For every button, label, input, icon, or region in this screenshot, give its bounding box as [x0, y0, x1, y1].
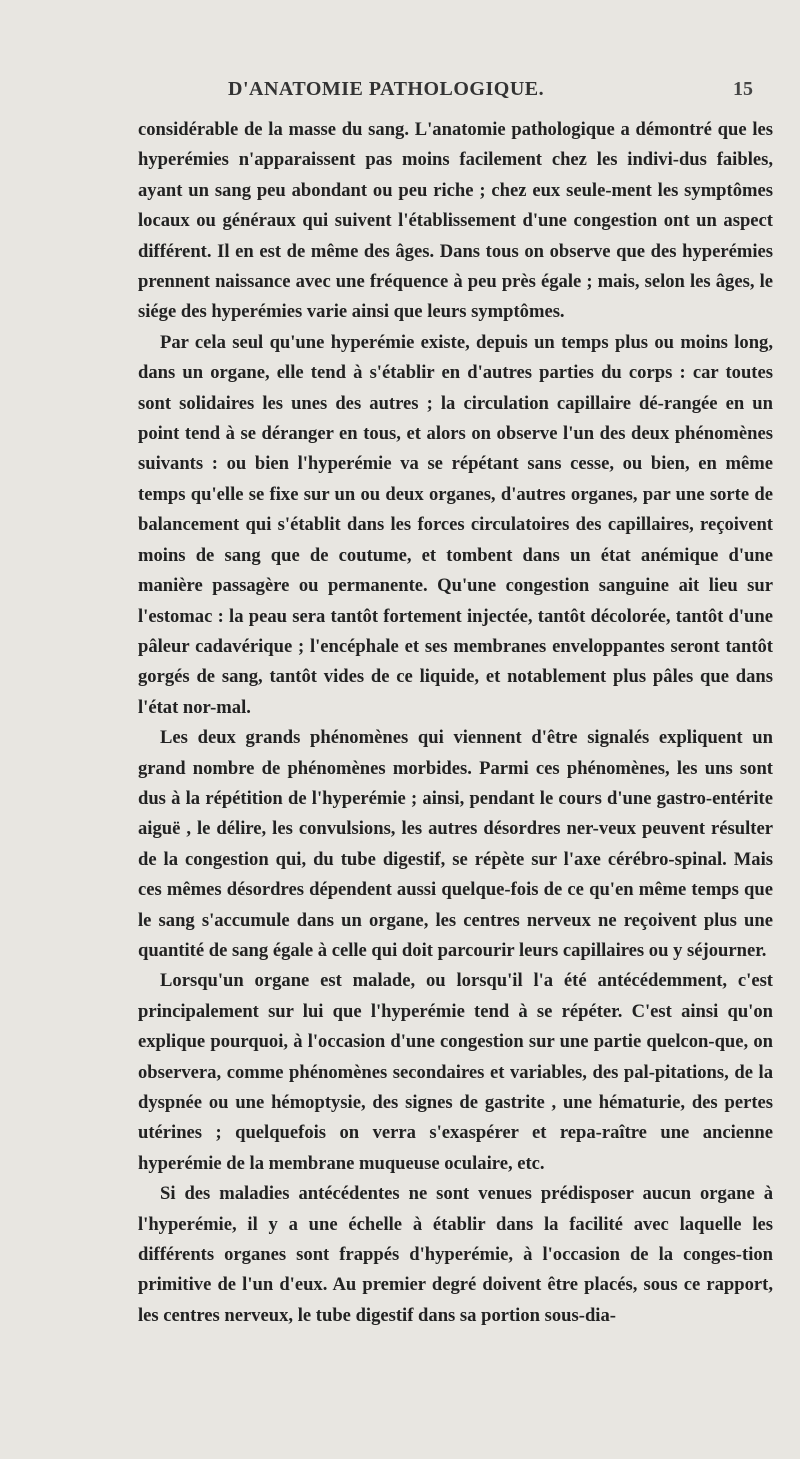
body-text	[138, 115, 773, 1331]
paragraph-3: Les deux grands phénomènes qui viennent d'être signalés expliquent un grand nombre de phénomènes morbides. Parmi ces phénomènes, les uns sont dus à la répétition de l'hyperémie ; ainsi, pendant le cours d'une gastro-entérite aiguë , le délire, les convulsions, les autres désordres ner-veux peuvent résulter de la congestion qui, du tube digestif, se répète sur l'axe cérébro-spinal. Mais ces mêmes désordres dépendent aussi quelque-fois de ce qu'en même temps que le sang s'accumule dans un organe, les centres nerveux ne reçoivent plus une quantité de sang égale à celle qui doit parcourir leurs capillaires ou y séjourner.	[138, 727, 773, 961]
paragraph-5: Si des maladies antécédentes ne sont venues prédisposer aucun organe à l'hyperémie, il y a une échelle à établir dans la facilité avec laquelle les différents organes sont frappés d'hyperémie, à l'occasion de la conges-tion primitive de l'un d'eux. Au premier degré doivent être placés, sous ce rapport, les centres nerveux, le tube digestif dans sa portion sous-dia-	[138, 1183, 773, 1326]
page-number: 15	[733, 78, 753, 100]
page-header	[138, 78, 773, 106]
paragraph-4: Lorsqu'un organe est malade, ou lorsqu'il l'a été antécédemment, c'est principalement sur lui que l'hyperémie tend à se répéter. C'est ainsi qu'on explique pourquoi, à l'occasion d'une congestion sur une partie quelcon-que, on observera, comme phénomènes secondaires et variables, des pal-pitations, de la dyspnée ou une hémoptysie, des signes de gastrite , une hématurie, des pertes utérines ; quelquefois on verra s'exaspérer et repa-raître une ancienne hyperémie de la membrane muqueuse oculaire, etc.	[138, 970, 773, 1174]
paragraph-2: Par cela seul qu'une hyperémie existe, depuis un temps plus ou moins long, dans un organe, elle tend à s'établir en d'autres parties du corps : car toutes sont solidaires les unes des autres ; la circulation capillaire dé-rangée en un point tend à se déranger en tous, et alors on observe l'un des deux phénomènes suivants : ou bien l'hyperémie va se répétant sans cesse, ou bien, en même temps qu'elle se fixe sur un ou deux organes, d'autres organes, par une sorte de balancement qui s'établit dans les forces circulatoires des capillaires, reçoivent moins de sang que de coutume, et tombent dans un état anémique d'une manière passagère ou permanente. Qu'une congestion sanguine ait lieu sur l'estomac : la peau sera tantôt fortement injectée, tantôt décolorée, tantôt d'une pâleur cadavérique ; l'encéphale et ses membranes enveloppantes seront tantôt gorgés de sang, tantôt vides de ce liquide, et notablement plus pâles que dans l'état nor-mal.	[138, 331, 773, 718]
paragraph-1: considérable de la masse du sang. L'anatomie pathologique a démontré que les hyperémies n'apparaissent pas moins facilement chez les indivi-dus faibles, ayant un sang peu abondant ou peu riche ; chez eux seule-ment les symptômes locaux ou généraux qui suivent l'établissement d'une congestion ont un aspect différent. Il en est de même des âges. Dans tous on observe que des hyperémies prennent naissance avec une fréquence à peu près égale ; mais, selon les âges, le siége des hyperémies varie ainsi que leurs symptômes.	[138, 119, 773, 323]
running-title: D'ANATOMIE PATHOLOGIQUE.	[228, 78, 545, 100]
